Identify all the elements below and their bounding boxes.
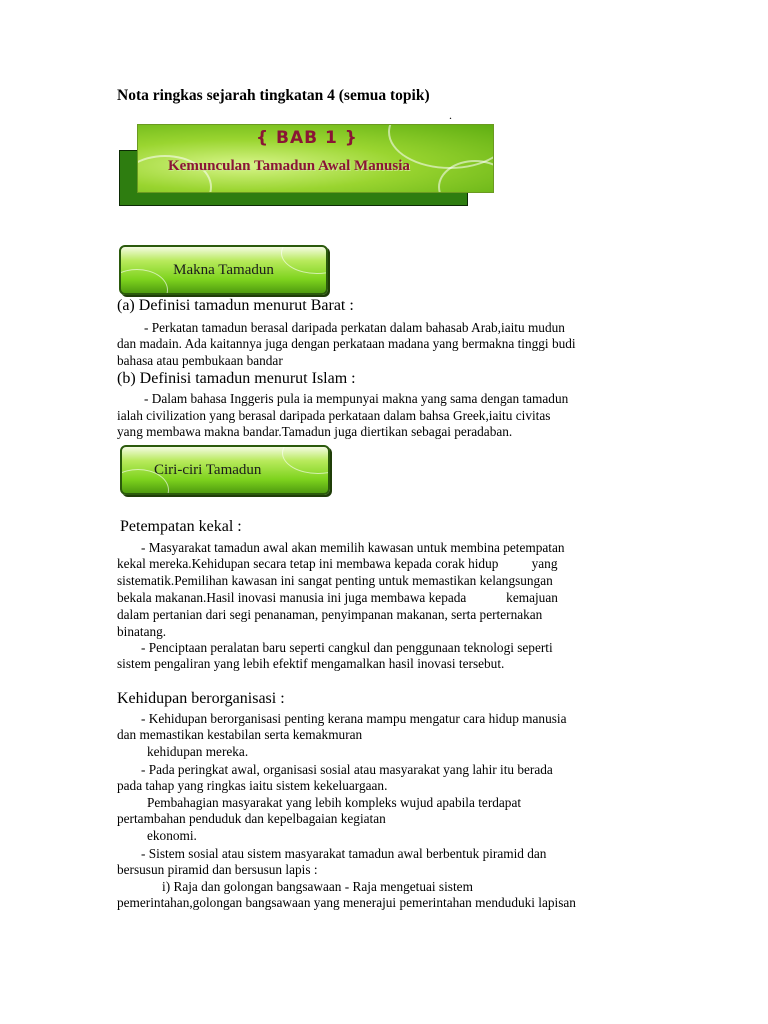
text-line: pertambahan penduduk dan kepelbagaian kegiatan [117, 811, 386, 826]
section-d-heading: Kehidupan berorganisasi : [117, 690, 285, 707]
text-line: - Dalam bahasa Inggeris pula ia mempunyai makna yang sama dengan tamadun [144, 391, 569, 406]
text-line: bekala makanan.Hasil inovasi manusia ini juga membawa kepada kemajuan [117, 590, 558, 605]
text-line: bersusun piramid dan bersusun lapis : [117, 862, 318, 877]
text-line: kekal mereka.Kehidupan secara tetap ini membawa kepada corak hidup yang [117, 556, 558, 571]
stray-dot: . [449, 108, 452, 122]
text-line: bahasa atau pembukaan bandar [117, 353, 283, 368]
text-line: - Kehidupan berorganisasi penting kerana mampu mengatur cara hidup manusia [141, 711, 567, 726]
text-line: i) Raja dan golongan bangsawaan - Raja mengetuai sistem [162, 879, 473, 894]
chapter-number: { BAB 1 } [256, 128, 358, 148]
document-title: Nota ringkas sejarah tingkatan 4 (semua topik) [117, 87, 430, 104]
text-line: yang membawa makna bandar.Tamadun juga diertikan sebagai peradaban. [117, 424, 513, 439]
text-line: pada tahap yang ringkas iaitu sistem kekeluargaan. [117, 778, 388, 793]
text-line: sistematik.Pemilihan kawasan ini sangat penting untuk memastikan kelangsungan [117, 573, 553, 588]
text-line: - Sistem sosial atau sistem masyarakat tamadun awal berbentuk piramid dan [141, 846, 547, 861]
section-a-heading: (a) Definisi tamadun menurut Barat : [117, 297, 354, 314]
chapter-title: Kemunculan Tamadun Awal Manusia [168, 158, 410, 174]
text-line: kehidupan mereka. [147, 744, 249, 759]
pill-label: Ciri-ciri Tamadun [154, 462, 262, 478]
text-line: ialah civilization yang berasal daripada perkataan dalam bahsa Greek,iaitu civitas [117, 408, 551, 423]
text-line: - Penciptaan peralatan baru seperti cangkul dan penggunaan teknologi seperti [141, 640, 553, 655]
pill-label: Makna Tamadun [173, 262, 274, 278]
text-line: dalam pertanian dari segi penanaman, penyimpanan makanan, serta perternakan [117, 607, 543, 622]
text-line: dan madain. Ada kaitannya juga dengan perkataan madana yang bermakna tinggi budi [117, 336, 576, 351]
chapter-banner [137, 124, 494, 193]
text-line: pemerintahan,golongan bangsawaan yang menerajui pemerintahan menduduki lapisan [117, 895, 576, 910]
text-line: - Perkatan tamadun berasal daripada perkatan dalam bahasab Arab,iaitu mudun [144, 320, 565, 335]
section-pill-ciri [120, 445, 330, 495]
text-line: - Pada peringkat awal, organisasi sosial atau masyarakat yang lahir itu berada [141, 762, 553, 777]
text-line: dan memastikan kestabilan serta kemakmuran [117, 727, 363, 742]
section-c-heading: Petempatan kekal : [120, 518, 242, 535]
text-line: ekonomi. [147, 828, 197, 843]
decor-swirl [282, 445, 330, 474]
text-line: - Masyarakat tamadun awal akan memilih kawasan untuk membina petempatan [141, 540, 565, 555]
text-line: Pembahagian masyarakat yang lebih kompleks wujud apabila terdapat [147, 795, 522, 810]
text-line: binatang. [117, 624, 167, 639]
section-pill-makna [119, 245, 328, 295]
section-b-heading: (b) Definisi tamadun menurut Islam : [117, 370, 356, 387]
text-line: sistem pengaliran yang lebih efektif mengamalkan hasil inovasi tersebut. [117, 656, 505, 671]
